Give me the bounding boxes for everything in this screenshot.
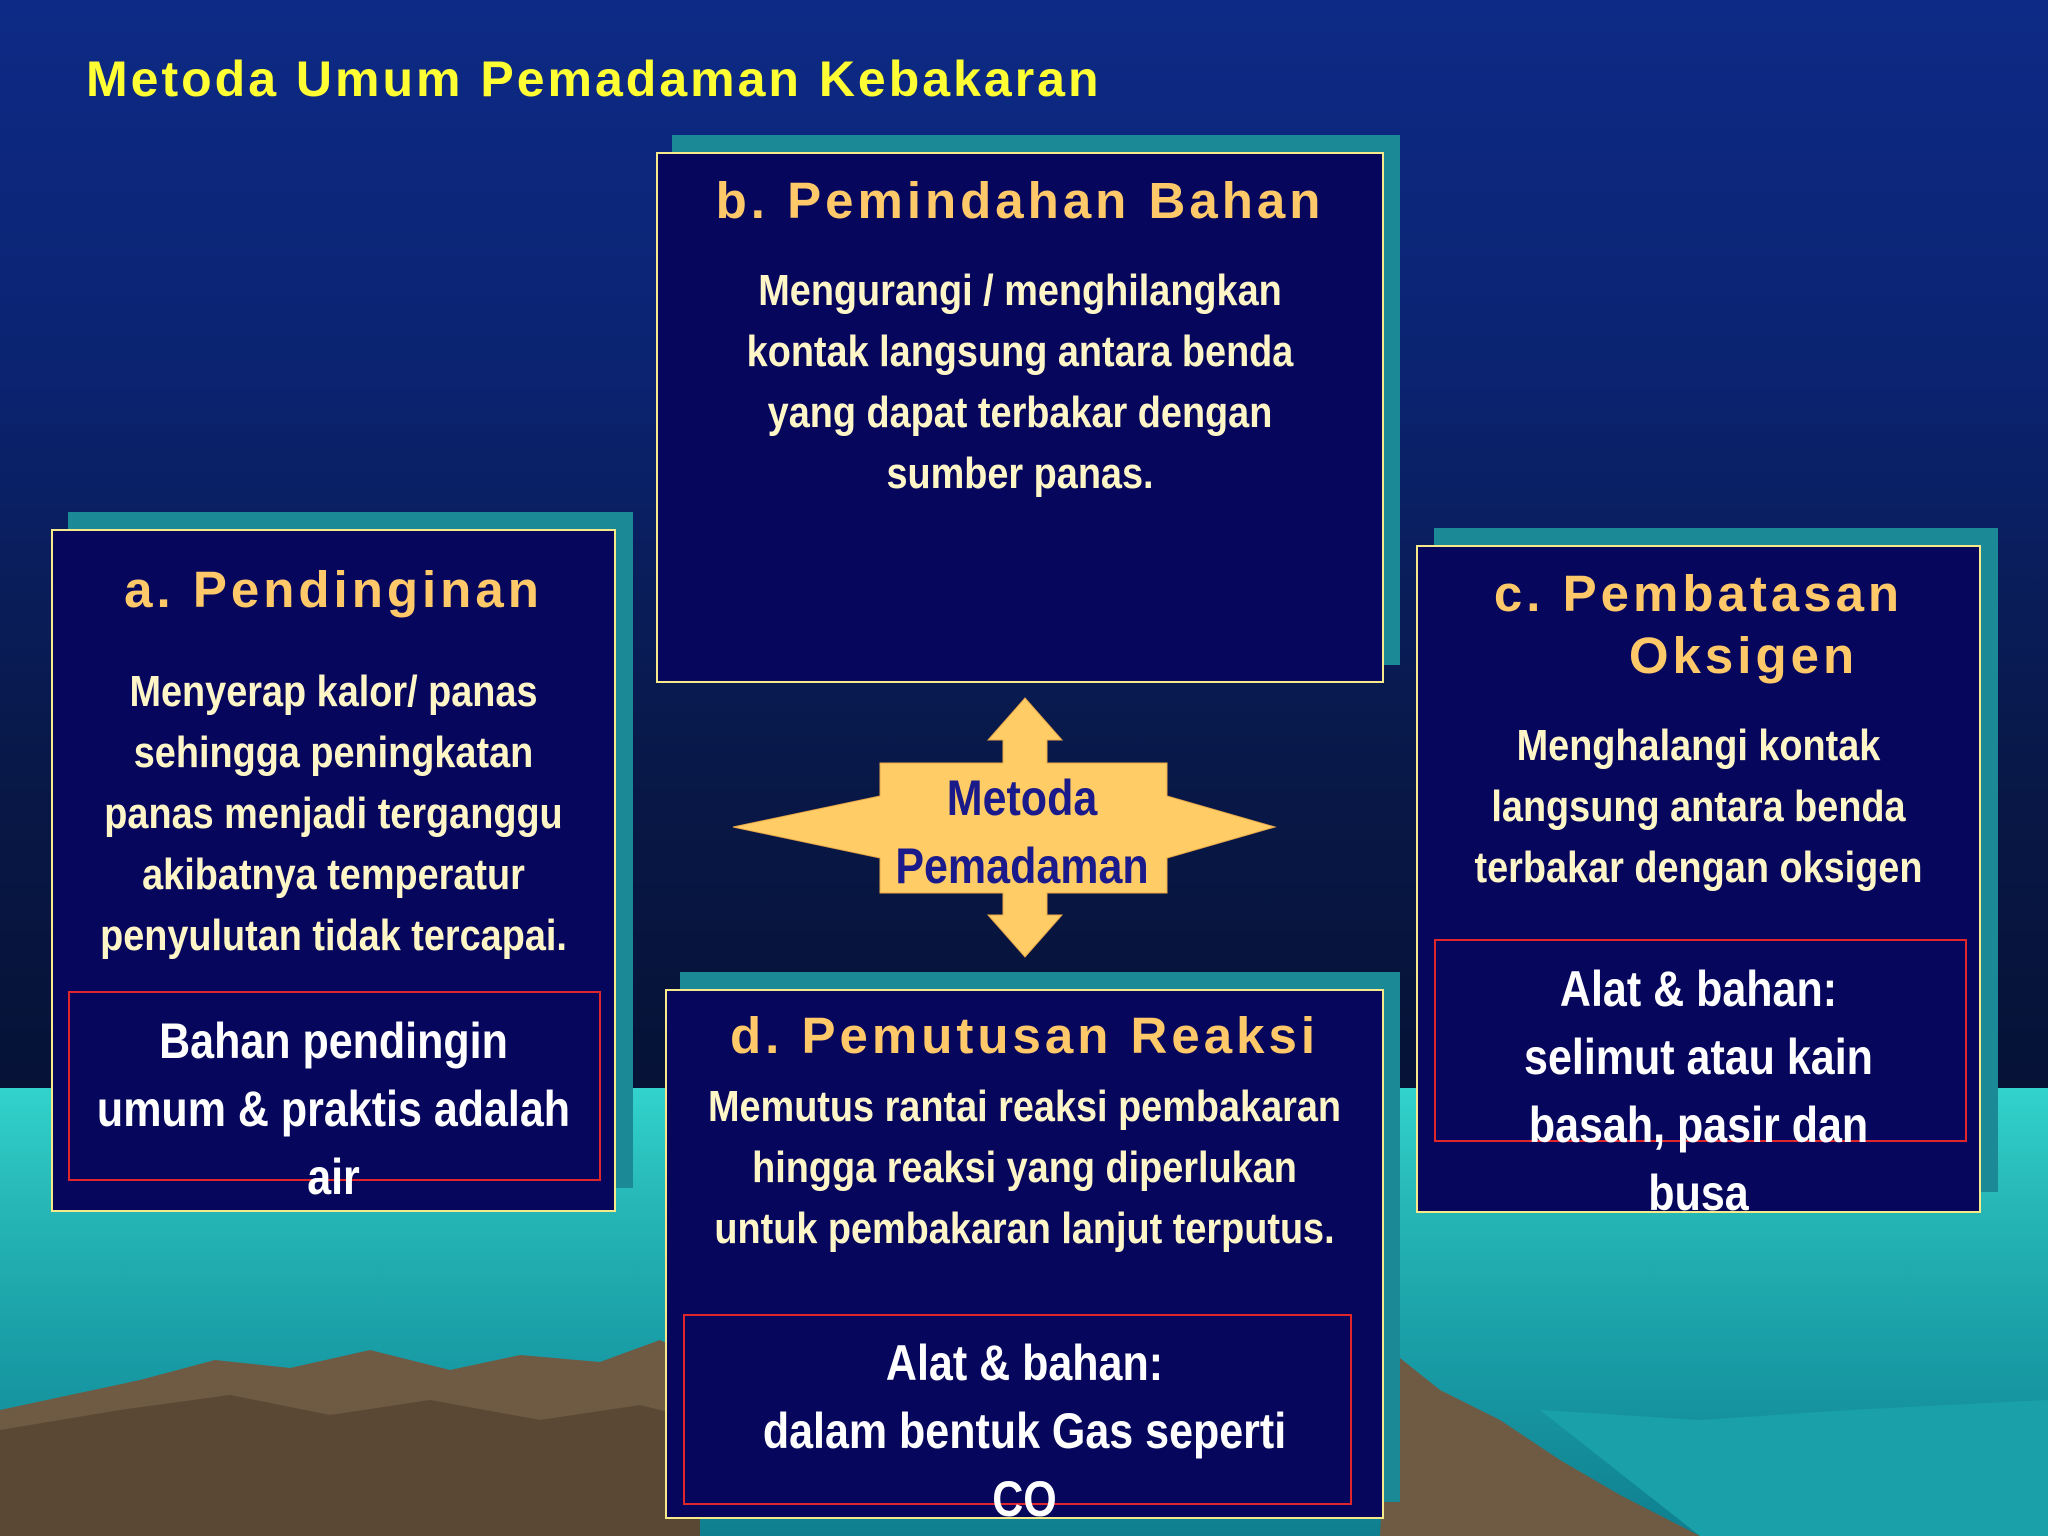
card-d-desc-line: Memutus rantai reaksi pembakaran [707,1082,1342,1131]
card-d-title: d. Pemutusan Reaksi [729,1007,1319,1064]
card-a-desc-line: penyulutan tidak tercapai. [100,911,567,960]
card-a-tools-line: air [307,1149,360,1205]
card-a-desc-line: panas menjadi terganggu [104,789,563,838]
card-c-tools-line: basah, pasir dan [1528,1097,1869,1153]
card-b-desc-line: yang dapat terbakar dengan [767,388,1273,437]
card-d-desc-line: hingga reaksi yang diperlukan [752,1143,1297,1192]
card-b-description [716,260,1325,504]
card-c-desc-line: Menghalangi kontak [1516,721,1881,770]
card-a-title: a. Pendinginan [124,561,543,618]
card-c-tools-line: busa [1648,1165,1749,1221]
card-c-desc-line: langsung antara benda [1491,782,1906,831]
card-d-tools-line: Alat & bahan: [885,1335,1164,1391]
card-c-title-line2: Oksigen [1628,627,1859,684]
slide-title: Metoda Umum Pemadaman Kebakaran [86,51,1102,107]
card-pemutusan-reaksi [665,989,1384,1527]
card-b-desc-line: Mengurangi / menghilangkan [758,266,1282,315]
card-pendinginan [51,529,616,1212]
card-c-description [1464,715,1933,898]
card-b-desc-line: kontak langsung antara benda [746,327,1294,376]
card-pembatasan-oksigen [1416,545,1981,1221]
card-a-description [99,661,568,966]
center-label [893,764,1151,900]
card-c-tools-line: selimut atau kain [1524,1029,1873,1085]
card-a-desc-line: akibatnya temperatur [142,850,525,899]
card-b-desc-line: sumber panas. [886,449,1154,498]
card-pemindahan-bahan [656,152,1384,683]
card-d-desc-line: untuk pembakaran lanjut terputus. [714,1204,1335,1253]
card-a-tools-line: umum & praktis adalah [96,1081,571,1137]
card-a-tools [92,1007,574,1211]
center-label-line2: Pemadaman [895,838,1149,894]
card-d-tools [700,1329,1349,1533]
card-d-tools-line: CO [992,1471,1057,1527]
card-c-title-line1: c. Pembatasan [1493,565,1904,622]
card-c-tools [1457,955,1939,1227]
center-label-line1: Metoda [946,770,1098,826]
card-d-description [691,1076,1358,1259]
card-c-tools-line: Alat & bahan: [1559,961,1838,1017]
card-a-tools-line: Bahan pendingin [159,1013,508,1069]
card-b-title: b. Pemindahan Bahan [715,172,1325,229]
card-d-tools-line: dalam bentuk Gas seperti [762,1403,1287,1459]
card-a-desc-line: sehingga peningkatan [133,728,534,777]
card-a-desc-line: Menyerap kalor/ panas [129,667,538,716]
card-c-desc-line: terbakar dengan oksigen [1474,843,1923,892]
